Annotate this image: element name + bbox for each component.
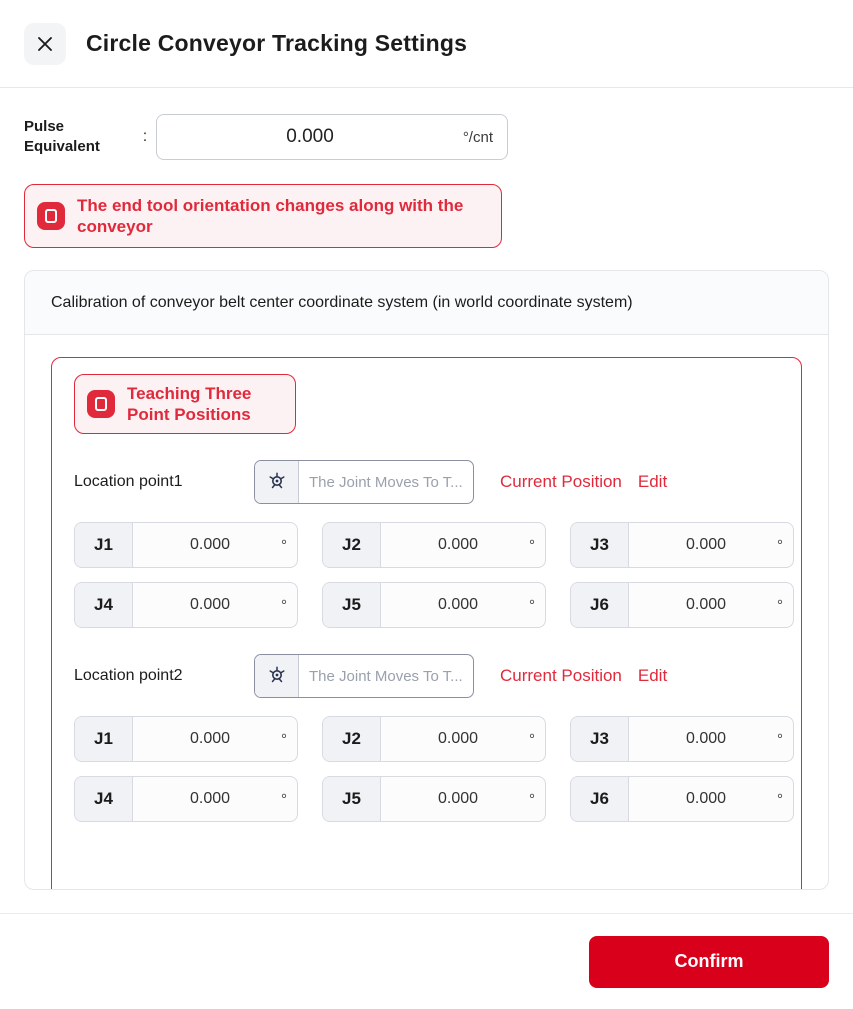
current-position-link-2[interactable]: Current Position: [500, 666, 622, 685]
joint-label-j5: J5: [323, 583, 381, 627]
joint-field-j3[interactable]: [570, 716, 794, 762]
teaching-toggle-label: Teaching Three Point Positions: [127, 384, 252, 424]
location-point-2-label: Location point2: [74, 667, 183, 684]
joint-move-button-2[interactable]: [254, 654, 474, 698]
joint-field-j5[interactable]: [322, 582, 546, 628]
pulse-equivalent-value: 0.000: [286, 126, 334, 147]
joint-unit-j3: °: [777, 536, 783, 554]
joint-field-j4[interactable]: [74, 776, 298, 822]
pulse-equivalent-row: [24, 114, 829, 160]
location-point-1-header: [74, 460, 779, 504]
dialog-body: [0, 88, 853, 913]
joint-grid-1: [74, 522, 783, 628]
joint-value-j3: 0.000: [685, 730, 727, 747]
joint-move-icon: [255, 461, 299, 503]
confirm-button[interactable]: Confirm: [589, 936, 829, 988]
joint-field-j2[interactable]: [322, 716, 546, 762]
joint-unit-j6: °: [777, 596, 783, 614]
joint-unit-j4: °: [281, 596, 287, 614]
pulse-separator: :: [142, 128, 148, 145]
joint-field-j1[interactable]: [74, 522, 298, 568]
joint-field-j3[interactable]: [570, 522, 794, 568]
close-icon: [36, 35, 54, 53]
joint-move-button-1[interactable]: [254, 460, 474, 504]
joint-unit-j2: °: [529, 536, 535, 554]
joint-value-j5: 0.000: [437, 790, 479, 807]
toggle-switch-icon: [87, 390, 115, 418]
page-title: Circle Conveyor Tracking Settings: [86, 30, 468, 56]
location-point-2-header: [74, 654, 779, 698]
orientation-toggle-banner[interactable]: [24, 184, 502, 248]
calibration-panel-title: Calibration of conveyor belt center coordinate system (in world coordinate system): [25, 271, 828, 335]
joint-value-j1: 0.000: [189, 730, 231, 747]
joint-unit-j6: °: [777, 790, 783, 808]
calibration-panel: [24, 270, 829, 890]
joint-unit-j3: °: [777, 730, 783, 748]
joint-label-j4: J4: [75, 583, 133, 627]
joint-value-j1: 0.000: [189, 536, 231, 553]
joint-unit-j4: °: [281, 790, 287, 808]
joint-value-j5: 0.000: [437, 596, 479, 613]
close-button[interactable]: [24, 23, 66, 65]
joint-label-j1: J1: [75, 523, 133, 567]
joint-field-j5[interactable]: [322, 776, 546, 822]
current-position-link-1[interactable]: Current Position: [500, 472, 622, 491]
joint-field-j1[interactable]: [74, 716, 298, 762]
joint-unit-j5: °: [529, 596, 535, 614]
joint-field-j6[interactable]: [570, 582, 794, 628]
joint-label-j3: J3: [571, 523, 629, 567]
joint-label-j5: J5: [323, 777, 381, 821]
dialog-header: [0, 0, 853, 88]
joint-value-j2: 0.000: [437, 730, 479, 747]
joint-label-j2: J2: [323, 523, 381, 567]
pulse-equivalent-unit: °/cnt: [462, 128, 493, 146]
joint-field-j4[interactable]: [74, 582, 298, 628]
joint-unit-j5: °: [529, 790, 535, 808]
joint-field-j2[interactable]: [322, 522, 546, 568]
joint-value-j6: 0.000: [685, 790, 727, 807]
joint-move-icon: [255, 655, 299, 697]
joint-label-j6: J6: [571, 777, 629, 821]
toggle-switch-icon: [37, 202, 65, 230]
location-point-1-block: [74, 460, 783, 628]
joint-value-j3: 0.000: [685, 536, 727, 553]
joint-label-j3: J3: [571, 717, 629, 761]
joint-move-text-1: The Joint Moves To T...: [309, 473, 463, 491]
dialog-footer: [0, 913, 853, 1009]
joint-move-text-2: The Joint Moves To T...: [309, 667, 463, 685]
teaching-toggle-badge[interactable]: [74, 374, 296, 434]
location-point-2-block: [74, 654, 783, 822]
joint-value-j4: 0.000: [189, 790, 231, 807]
joint-unit-j1: °: [281, 730, 287, 748]
joint-value-j6: 0.000: [685, 596, 727, 613]
joint-grid-2: [74, 716, 783, 822]
location-point-1-label: Location point1: [74, 473, 183, 490]
joint-unit-j1: °: [281, 536, 287, 554]
joint-label-j1: J1: [75, 717, 133, 761]
orientation-toggle-label: The end tool orientation changes along with the conveyor: [77, 196, 464, 236]
pulse-equivalent-label: Pulse Equivalent: [24, 118, 100, 155]
joint-unit-j2: °: [529, 730, 535, 748]
joint-field-j6[interactable]: [570, 776, 794, 822]
joint-value-j2: 0.000: [437, 536, 479, 553]
edit-link-1[interactable]: Edit: [637, 472, 668, 491]
joint-label-j6: J6: [571, 583, 629, 627]
pulse-equivalent-input[interactable]: [156, 114, 508, 160]
edit-link-2[interactable]: Edit: [637, 666, 668, 685]
teaching-three-point-card: [51, 357, 802, 890]
joint-value-j4: 0.000: [189, 596, 231, 613]
calibration-panel-body: [25, 335, 828, 890]
joint-label-j2: J2: [323, 717, 381, 761]
joint-label-j4: J4: [75, 777, 133, 821]
